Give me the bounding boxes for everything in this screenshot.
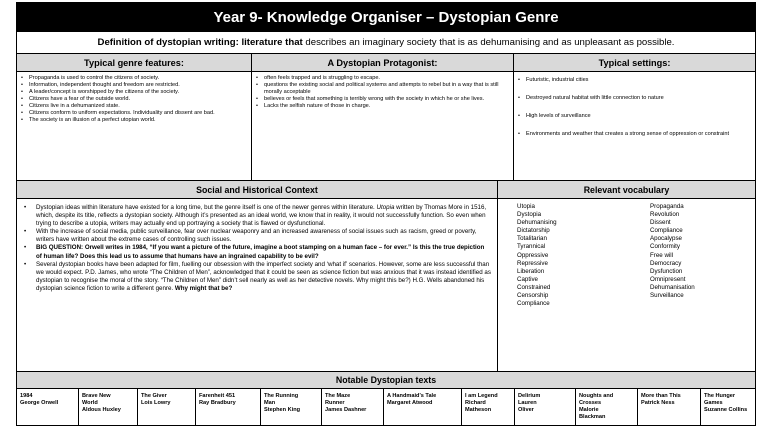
book-line: Lauren [518,400,537,406]
book-cell [576,389,638,426]
book-line: Aldous Huxley [82,407,121,413]
context-item: • Several dystopian books have been adapted for film, fuelling our obsession with the imperfect society and ‘what if’ scenarios. However, some are less successful than we would expect. P.D. James, who wrote “The Children of Men”, acknowledged that it could be seen as science fiction but was anxious that it was instead identified as dystopian to recognise the moral of the story. “The Children of Men” didn’t sell nearly as well as her detective novels. Why might this be?) H.G. Wells abandoned his dystopian science fiction to write a different genre. Why might that be? [23,261,491,293]
vocabulary-word: Captive [517,275,538,283]
page-title: Year 9- Knowledge Organiser – Dystopian Genre [17,3,755,32]
vocabulary-word: Omnipresent [650,275,686,283]
vocabulary-word: Utopia [517,203,535,210]
feature-item: • A leader/concept is worshipped by the citizens of the society. [21,89,247,96]
vocabulary-word: Constrained [517,283,551,291]
context-item [23,244,491,260]
protagonist-list [256,75,509,110]
settings-cell [514,72,755,181]
vocabulary-column-1 [517,203,557,308]
book-line: Richard [465,400,486,406]
vocabulary-word: Dissent [650,219,671,227]
vocabulary-word: Compliance [650,227,683,235]
feature-item: • Citizens have a fear of the outside world. [21,96,247,103]
protagonist-cell [252,72,514,181]
setting-item: • High levels of surveillance [518,113,751,120]
definition-label: Definition of dystopian writing: [97,37,239,48]
setting-item: • Futuristic, industrial cities [518,77,751,84]
book-title: Delirium [518,393,541,399]
vocabulary-word: Tyrannical [517,243,546,251]
book-title: A Handmaid’s Tale [387,393,437,399]
definition-row [17,32,755,54]
book-cell [384,389,462,426]
feature-item: • Propaganda is used to control the citizens of society. [21,75,247,82]
book-title: More than This [641,393,681,399]
context-item: • Dystopian ideas within literature have existed for a long time, but the genre itself is one of the newer genres within literature. Utopia written by Thomas More in 1516, which, despite its title, reflects a dystopian society. Although it’s presented as an ideal world, we know that in reality, it would not successfully function. So even when trying to describe a utopia, writers may actually end up portraying a society that is flawed or dysfunctional. [23,204,491,228]
definition-term: literature that [241,37,303,48]
settings-heading: Typical settings: [514,54,755,72]
book-title: The Maze [325,393,351,399]
book-cell [79,389,138,426]
protagonist-item: • believes or feels that something is terribly wrong with the society in which he or she lives. [256,96,509,103]
book-cell [701,389,755,426]
vocabulary-word: Conformity [650,243,680,251]
book-cell [261,389,322,426]
setting-item: • Environments and weather that creates a strong sense of oppression or constraint [518,131,751,138]
book-line: Games [704,400,723,406]
vocabulary-word: Dystopia [517,211,542,219]
book-cell [515,389,576,426]
book-title: I am Legend [465,393,498,399]
book-line: World [82,400,98,406]
protagonist-item: • often feels trapped and is struggling to escape. [256,75,509,82]
vocabulary-word: Apocalypse [650,235,682,243]
book-title: Noughts and [579,393,614,399]
vocabulary-word: Democracy [650,259,682,267]
book-line: Patrick Ness [641,400,675,406]
texts-row [17,389,755,426]
vocabulary-word: Propaganda [650,203,684,210]
features-heading: Typical genre features: [17,54,252,72]
book-title: The Hunger [704,393,736,399]
vocabulary-word: Oppressive [517,251,549,259]
vocabulary-word: Dehumanising [517,219,557,227]
book-line: Man [264,400,276,406]
vocabulary-word: Censorship [517,292,549,300]
setting-item: • Destroyed natural habitat with little connection to nature [518,95,751,102]
knowledge-organiser [16,2,756,426]
features-list [21,75,247,124]
vocabulary-word: Liberation [517,267,545,275]
feature-item: • Citizens conform to uniform expectations. Individuality and dissent are bad. [21,110,247,117]
definition-text: describes an imaginary society that is as dehumanising and as unpleasant as possible. [305,37,675,48]
book-line: Crosses [579,400,602,406]
book-line: Oliver [518,407,534,413]
feature-item: • Information, independent thought and freedom are restricted. [21,82,247,89]
book-line: Runner [325,400,345,406]
texts-heading: Notable Dystopian texts [17,372,755,389]
vocabulary-word: Repressive [517,259,548,267]
book-cell [638,389,701,426]
book-line: George Orwell [20,400,59,406]
vocabulary-heading: Relevant vocabulary [498,181,755,199]
feature-item: • The society is an illusion of a perfect utopian world. [21,117,247,124]
book-line: James Dashner [325,407,367,413]
vocabulary-word: Dictatorship [517,227,550,235]
context-item: • With the increase of social media, public surveillance, fear over nuclear weaponry and an increased awareness of social issues such as racism, greed or poverty, writers have written about the extreme cases of controlling such issues. [23,228,491,244]
vocabulary-word: Free will [650,251,674,259]
vocabulary-word: Revolution [650,211,680,219]
book-cell [322,389,384,426]
protagonist-heading: A Dystopian Protagonist: [252,54,514,72]
book-line: Matheson [465,407,492,413]
context-list [23,204,491,293]
utopia-title: Utopia [376,204,395,211]
vocabulary-word: Surveillance [650,292,684,300]
vocabulary-word: Dehumanisation [650,283,695,291]
book-title: Farenheit 451 [199,393,236,399]
book-cell [196,389,261,426]
vocabulary-word: Totalitarian [517,235,547,243]
book-cell [138,389,196,426]
features-cell [17,72,252,181]
book-line: Malorie [579,407,599,413]
context-heading: Social and Historical Context [17,181,498,199]
protagonist-item: • questions the existing social and political systems and attempts to rebel but in a way that is still morally acceptable [256,82,509,96]
book-line: Suzanne Collins [704,407,748,413]
vocabulary-word: Compliance [517,300,550,308]
vocabulary-column-2 [650,203,695,300]
book-title: The Running [264,393,299,399]
book-title: The Giver [141,393,167,399]
context-cell [17,199,498,372]
settings-list [518,77,751,138]
book-line: Ray Bradbury [199,400,236,406]
book-line: Lois Lowry [141,400,171,406]
book-line: Blackman [579,414,606,420]
book-cell [17,389,79,426]
book-title: 1984 [20,393,33,399]
protagonist-item: • Lacks the selfish nature of those in charge. [256,103,509,110]
book-cell [462,389,515,426]
feature-item: • Citizens live in a dehumanized state. [21,103,247,110]
book-title: Brave New [82,393,111,399]
big-question: BIG QUESTION: Orwell writes in 1984, “If you want a picture of the future, imagine a boot stamping on a human face – for ever.” Is this the true depiction of human life? Does this lead us to assume that humans have an ingrained capability to be evil? [36,244,485,260]
vocabulary-word: Dysfunction [650,267,683,275]
vocabulary-cell [498,199,755,372]
book-line: Stephen King [264,407,301,413]
book-line: Margaret Atwood [387,400,433,406]
